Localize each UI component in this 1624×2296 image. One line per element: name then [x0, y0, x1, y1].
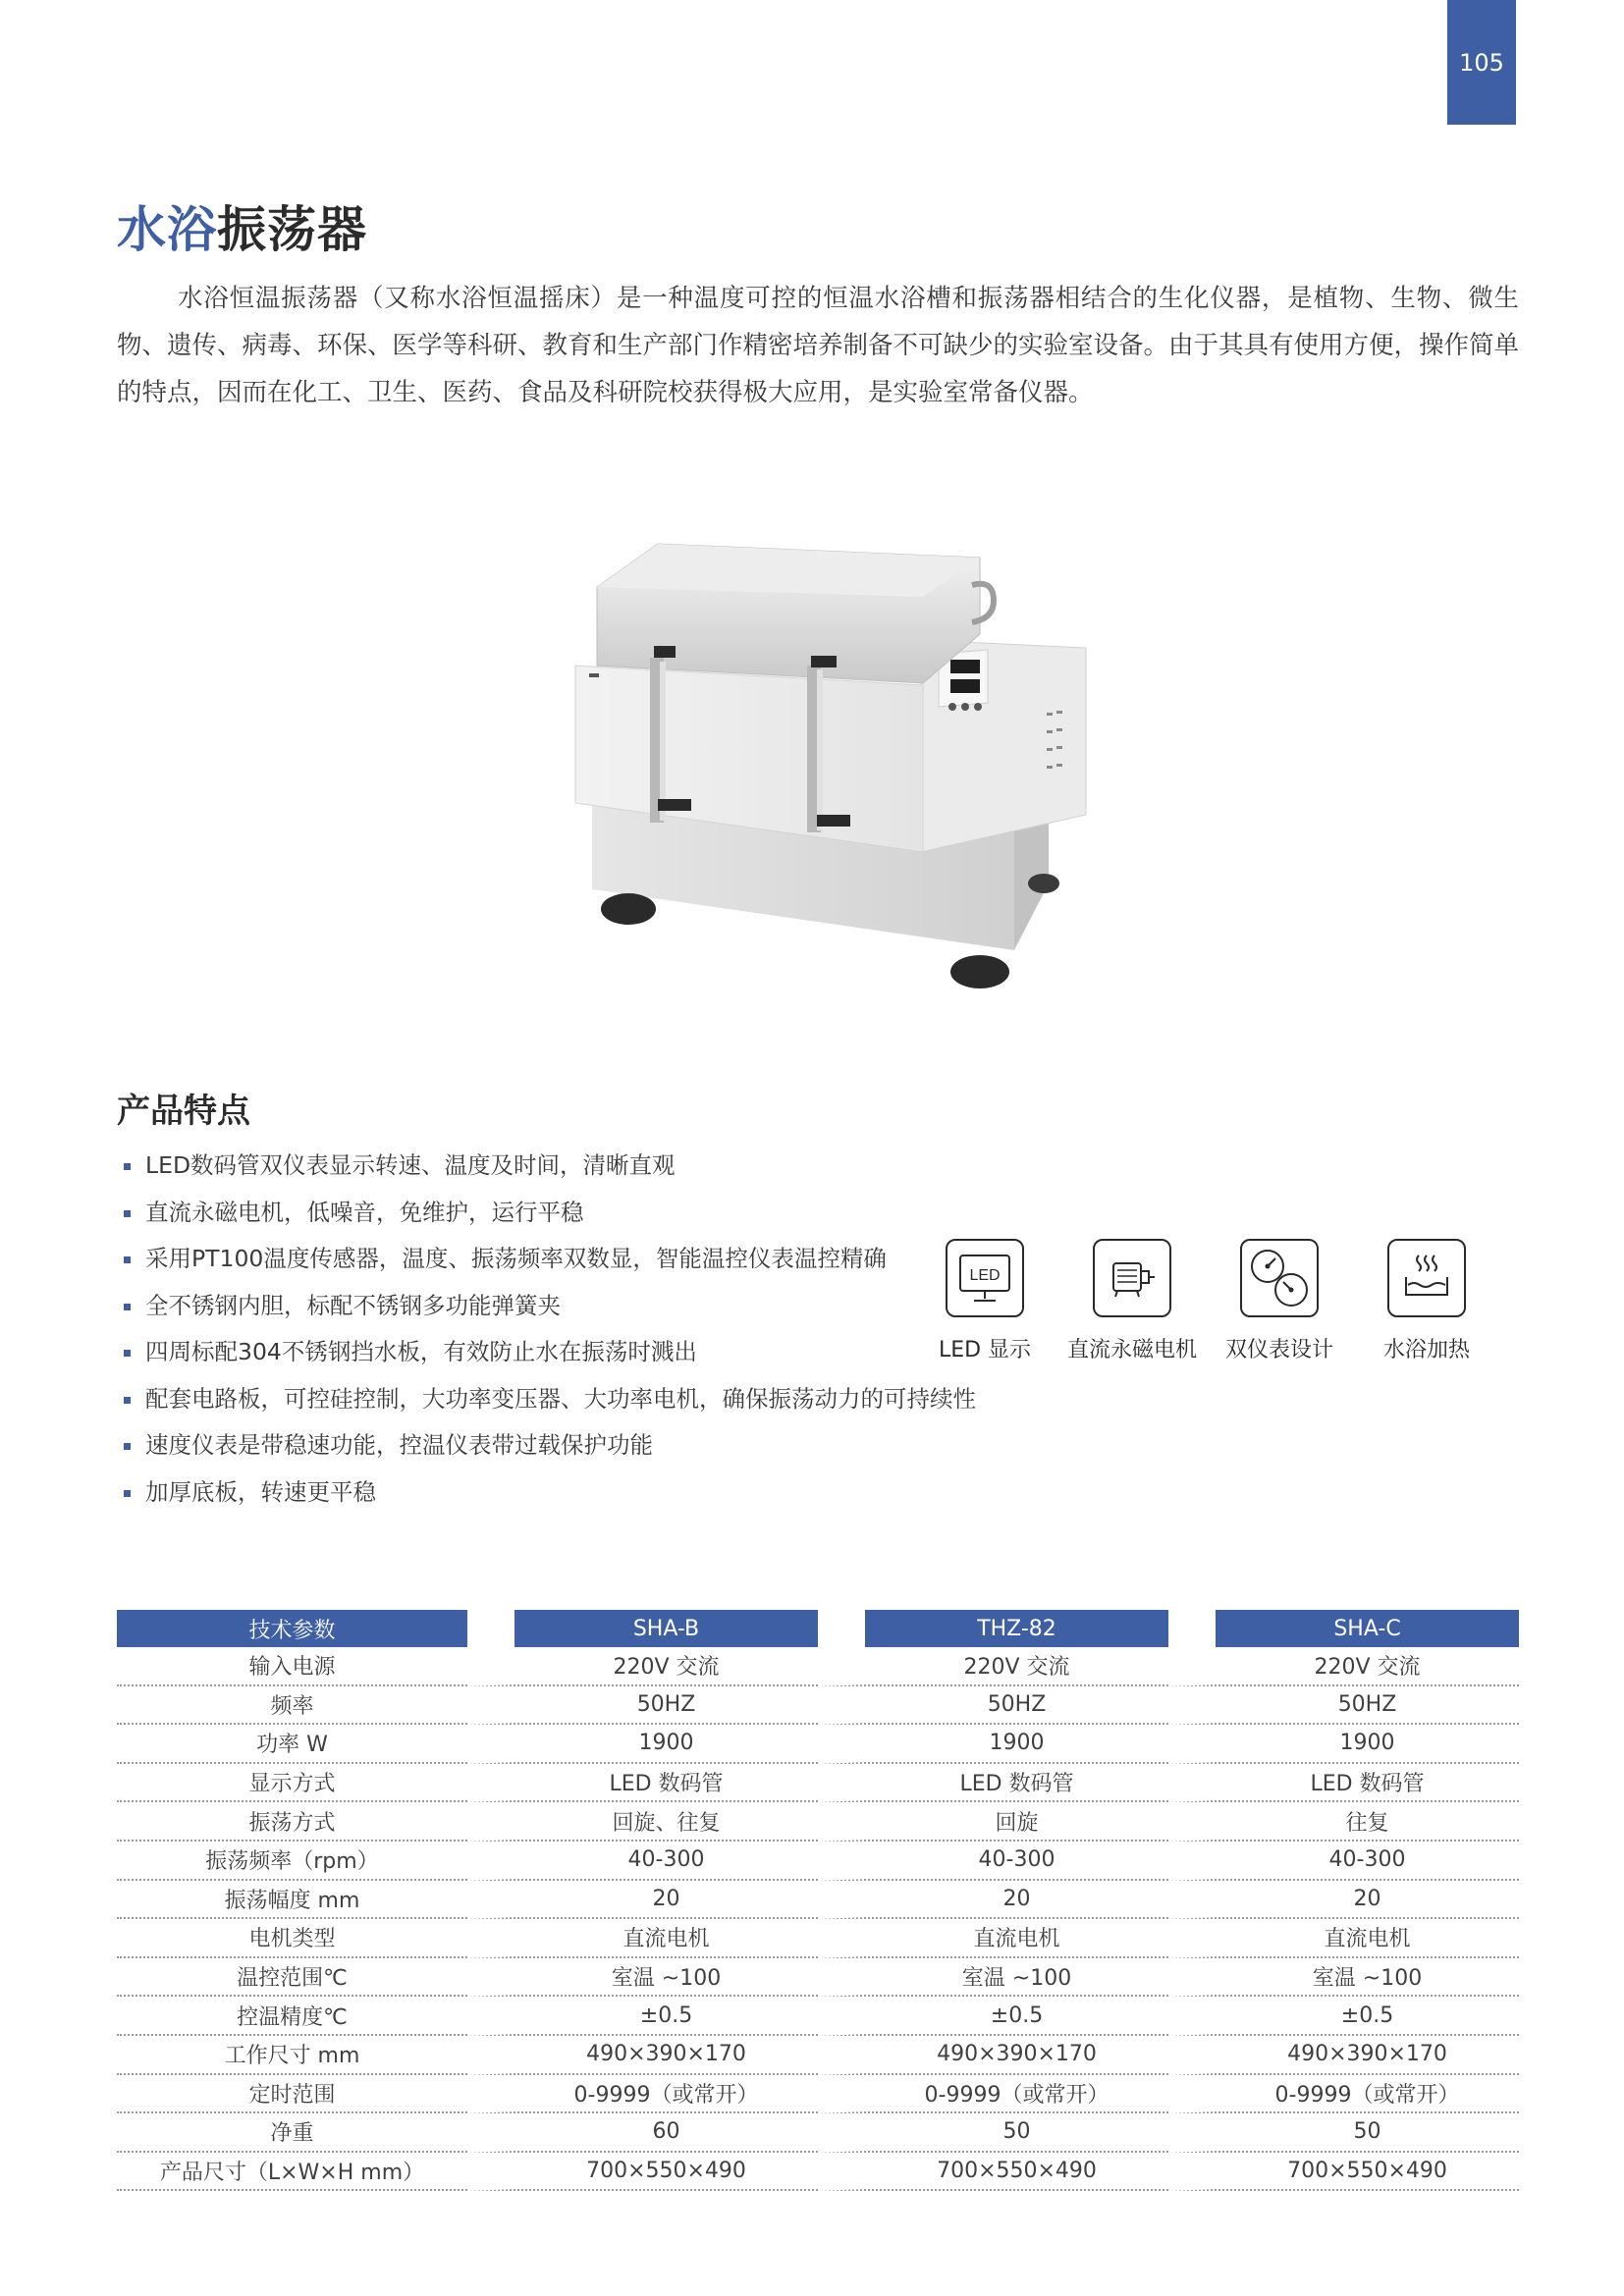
page-number: 105 [1459, 48, 1504, 77]
feature-item [122, 1376, 976, 1423]
feature-text: 全不锈钢内胆，标配不锈钢多功能弹簧夹 [145, 1291, 561, 1319]
spec-value: 50HZ [467, 1686, 818, 1726]
table-row [117, 2113, 1519, 2153]
spec-value: 0-9999（或常开） [1168, 2075, 1519, 2114]
spec-value: 490×390×170 [467, 2036, 818, 2075]
spec-param: 控温精度℃ [117, 1997, 467, 2036]
bullet-icon [124, 1163, 131, 1170]
table-row [117, 1802, 1519, 1842]
spec-param: 频率 [117, 1686, 467, 1726]
spec-value: 50HZ [1168, 1686, 1519, 1726]
spec-param: 电机类型 [117, 1919, 467, 1958]
bullet-icon [124, 1443, 131, 1450]
spec-param: 振荡方式 [117, 1802, 467, 1842]
spec-value: 直流电机 [467, 1919, 818, 1958]
feature-item [122, 1469, 927, 1517]
table-row [117, 1725, 1519, 1764]
table-row [117, 2036, 1519, 2075]
spec-param: 温控范围℃ [117, 1958, 467, 1998]
spec-value: ±0.5 [1168, 1997, 1519, 2036]
dual-meter-icon [1240, 1239, 1319, 1317]
dc-motor-icon [1093, 1239, 1171, 1317]
spec-value: 1900 [467, 1725, 818, 1764]
icon-label: LED 显示 [938, 1338, 1032, 1362]
feature-text: 配套电路板，可控硅控制，大功率变压器、大功率电机，确保振荡动力的可持续性 [145, 1384, 976, 1413]
spec-value: 490×390×170 [818, 2036, 1168, 2075]
spec-header-row [117, 1610, 1519, 1647]
table-row [117, 2075, 1519, 2114]
spec-value: 220V 交流 [467, 1647, 818, 1686]
spec-value: 700×550×490 [467, 2153, 818, 2192]
spec-value: 40-300 [818, 1842, 1168, 1881]
spec-value: 回旋 [818, 1802, 1168, 1842]
spec-param: 定时范围 [117, 2075, 467, 2114]
spec-value: 60 [467, 2113, 818, 2153]
spec-value: LED 数码管 [1168, 1764, 1519, 1803]
spec-param: 输入电源 [117, 1647, 467, 1686]
spec-value: 20 [1168, 1881, 1519, 1920]
feature-item [122, 1236, 927, 1283]
feature-text: 采用PT100温度传感器，温度、振荡频率双数显，智能温控仪表温控精确 [145, 1245, 887, 1272]
table-row [117, 1647, 1519, 1686]
spec-value: LED 数码管 [467, 1764, 818, 1803]
feature-text: 直流永磁电机，低噪音，免维护，运行平稳 [145, 1198, 584, 1226]
icon-label: 直流永磁电机 [1066, 1338, 1197, 1362]
spec-value: 直流电机 [1168, 1919, 1519, 1958]
feature-item [122, 1283, 927, 1330]
page-title-accent: 水浴 [117, 201, 217, 258]
spec-value: 50 [1168, 2113, 1519, 2153]
feature-text: 四周标配304不锈钢挡水板，有效防止水在振荡时溅出 [145, 1338, 697, 1365]
spec-param: 振荡幅度 mm [117, 1881, 467, 1920]
spec-value: 40-300 [467, 1842, 818, 1881]
spec-value: 回旋、往复 [467, 1802, 818, 1842]
icon-label: 双仪表设计 [1224, 1338, 1333, 1362]
spec-value: 室温 ~100 [467, 1958, 818, 1998]
bullet-icon [124, 1304, 131, 1310]
icon-item-motor [1058, 1239, 1206, 1376]
spec-value: LED 数码管 [818, 1764, 1168, 1803]
spec-param: 振荡频率（rpm） [117, 1842, 467, 1881]
spec-param: 产品尺寸（L×W×H mm） [117, 2153, 467, 2192]
icon-item-water-bath [1353, 1239, 1500, 1376]
product-image [568, 538, 1098, 999]
spec-value: 490×390×170 [1168, 2036, 1519, 2075]
spec-value: 0-9999（或常开） [467, 2075, 818, 2114]
spec-value: 0-9999（或常开） [818, 2075, 1168, 2114]
spec-value: 1900 [1168, 1725, 1519, 1764]
table-row [117, 1881, 1519, 1920]
feature-item [122, 1190, 927, 1237]
bullet-icon [124, 1490, 131, 1497]
features-heading: 产品特点 [117, 1092, 250, 1131]
bullet-icon [124, 1397, 131, 1404]
spec-value: 20 [818, 1881, 1168, 1920]
table-row [117, 1686, 1519, 1726]
feature-text: 加厚底板，转速更平稳 [145, 1477, 376, 1506]
spec-header-model: SHA-C [1168, 1610, 1519, 1647]
spec-header-param: 技术参数 [117, 1610, 467, 1647]
spec-value: 50 [818, 2113, 1168, 2153]
icon-label: 水浴加热 [1382, 1338, 1470, 1362]
features-list [122, 1143, 976, 1516]
spec-param: 功率 W [117, 1725, 467, 1764]
page-title-rest: 振荡器 [217, 201, 367, 258]
table-row [117, 1842, 1519, 1881]
spec-value: 直流电机 [818, 1919, 1168, 1958]
table-row [117, 2153, 1519, 2192]
spec-value: 700×550×490 [1168, 2153, 1519, 2192]
table-row [117, 1997, 1519, 2036]
feature-text: 速度仪表是带稳速功能，控温仪表带过载保护功能 [145, 1431, 653, 1459]
spec-value: ±0.5 [818, 1997, 1168, 2036]
feature-item [122, 1422, 927, 1469]
feature-icons [911, 1239, 1500, 1376]
page-title [117, 190, 367, 261]
spec-value: ±0.5 [467, 1997, 818, 2036]
led-icon-text: LED [969, 1267, 1001, 1284]
spec-param: 净重 [117, 2113, 467, 2153]
spec-value: 40-300 [1168, 1842, 1519, 1881]
spec-value: 室温 ~100 [818, 1958, 1168, 1998]
spec-value: 室温 ~100 [1168, 1958, 1519, 1998]
table-row [117, 1919, 1519, 1958]
spec-value: 20 [467, 1881, 818, 1920]
table-row [117, 1958, 1519, 1998]
feature-item [122, 1143, 927, 1190]
spec-param: 工作尺寸 mm [117, 2036, 467, 2075]
bullet-icon [124, 1210, 131, 1217]
spec-header-model: SHA-B [467, 1610, 818, 1647]
spec-value: 700×550×490 [818, 2153, 1168, 2192]
bullet-icon [124, 1350, 131, 1357]
intro-paragraph: 水浴恒温振荡器（又称水浴恒温摇床）是一种温度可控的恒温水浴槽和振荡器相结合的生化仪器，是植物、生物、微生物、遗传、病毒、环保、医学等科研、教育和生产部门作精密培养制备不可缺少的实验室设备。由于其具有使用方便，操作简单的特点，因而在化工、卫生、医药、食品及科研院校获得极大应用，是实验室常备仪器。 [117, 284, 1520, 407]
icon-item-dual-meter [1206, 1239, 1353, 1376]
spec-header-model: THZ-82 [818, 1610, 1168, 1647]
table-row [117, 1764, 1519, 1803]
page-number-tab [1447, 0, 1516, 125]
spec-param: 显示方式 [117, 1764, 467, 1803]
icon-item-led [911, 1239, 1058, 1376]
bullet-icon [124, 1256, 131, 1263]
spec-value: 1900 [818, 1725, 1168, 1764]
spec-value: 往复 [1168, 1802, 1519, 1842]
spec-value: 50HZ [818, 1686, 1168, 1726]
led-display-icon [946, 1239, 1024, 1317]
spec-table [117, 1610, 1519, 2191]
water-bath-heating-icon [1387, 1239, 1466, 1317]
spec-value: 220V 交流 [818, 1647, 1168, 1686]
spec-value: 220V 交流 [1168, 1647, 1519, 1686]
feature-item [122, 1329, 927, 1376]
feature-text: LED数码管双仪表显示转速、温度及时间，清晰直观 [145, 1151, 676, 1179]
